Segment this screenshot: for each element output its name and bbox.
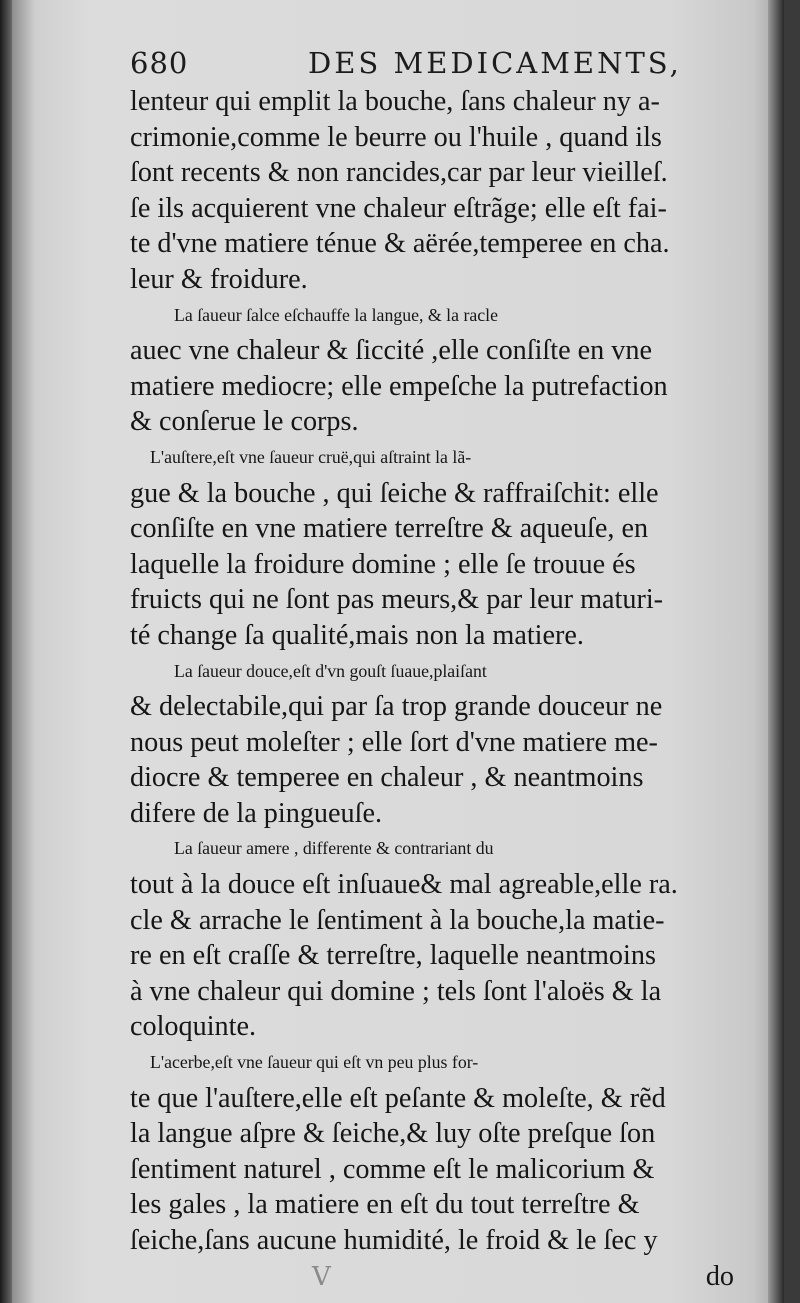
text-line: diocre & temperee en chaleur , & neantmoins [130,762,644,794]
text-line: gue & la bouche , qui ſeiche & raffraiſchit: elle [130,477,659,509]
signature-mark: V [312,1262,331,1292]
text-line: fruicts qui ne ſont pas meurs,& par leur maturi- [130,584,664,616]
text-line: & delectabile,qui par ſa trop grande douceur ne [130,691,663,723]
text-line: lenteur qui emplit la bouche, ſans chaleur ny a- [130,86,660,117]
text-line: tout à la douce eſt inſuaue& mal agreable,elle ra. [130,869,678,901]
page-edge-shadow [768,0,784,1303]
text-line: nous peut moleſter ; elle ſort d'vne matiere me- [130,726,658,758]
text-line: té change ſa qualité,mais non la matiere. [130,619,584,651]
text-line: la langue aſpre & ſeiche,& luy oſte preſque ſon [130,1118,656,1150]
text-line: La ſaueur ſalce eſchauffe la langue, & la racle [174,304,498,325]
text-line: ſe ils acquierent vne chaleur eſtrãge; elle eſt fai- [130,192,667,224]
text-line: leur & froidure. [130,263,308,295]
page-header [130,44,730,84]
text-line: ſont recents & non rancides,car par leur vieilleſ. [130,157,668,189]
text-line: L'acerbe,eſt vne ſaueur qui eſt vn peu plus for- [150,1052,479,1073]
text-line: conſiſte en vne matiere terreſtre & aqueuſe, en [130,513,649,545]
page-binding-shadow [0,0,12,1303]
text-line: les gales , la matiere en eſt du tout terreſtre & [130,1189,640,1221]
text-line: L'auſtere,eſt vne ſaueur cruë,qui aſtraint la lã- [150,446,472,467]
book-page [12,0,784,1303]
text-line: coloquinte. [130,1011,257,1043]
text-line: te d'vne matiere ténue & aërée,temperee en cha. [130,228,670,260]
text-line: à vne chaleur qui domine ; tels ſont l'aloës & la [130,975,662,1007]
text-line: re en eſt craſſe & terreſtre, laquelle neantmoins [130,940,656,972]
text-line: laquelle la froidure domine ; elle ſe trouue és [130,548,636,580]
text-line: cle & arrache le ſentiment à la bouche,la matie- [130,904,665,936]
text-line: ſentiment naturel , comme eſt le malicorium & [130,1153,655,1185]
text-line: te que l'auſtere,elle eſt peſante & moleſte, & rẽd [130,1082,666,1114]
text-line: La ſaueur amere , differente & contrariant du [174,838,494,859]
text-line: matiere mediocre; elle empeſche la putrefaction [130,370,668,402]
text-line: & conſerue le corps. [130,406,359,438]
text-line: ſeiche,ſans aucune humidité, le froid & le ſec y [130,1225,658,1256]
page-number: 680 [130,46,189,80]
running-title: DES MEDICAMENTS, [308,46,682,80]
text-line: crimonie,comme le beurre ou l'huile , quand ils [130,121,662,153]
text-line: La ſaueur douce,eſt d'vn gouſt ſuaue,plaiſant [174,660,487,681]
body-text [130,84,744,1294]
catchword: do [705,1260,734,1292]
text-line: difere de la pingueuſe. [130,797,383,829]
text-line: auec vne chaleur & ſiccité ,elle conſiſte en vne [130,335,652,367]
